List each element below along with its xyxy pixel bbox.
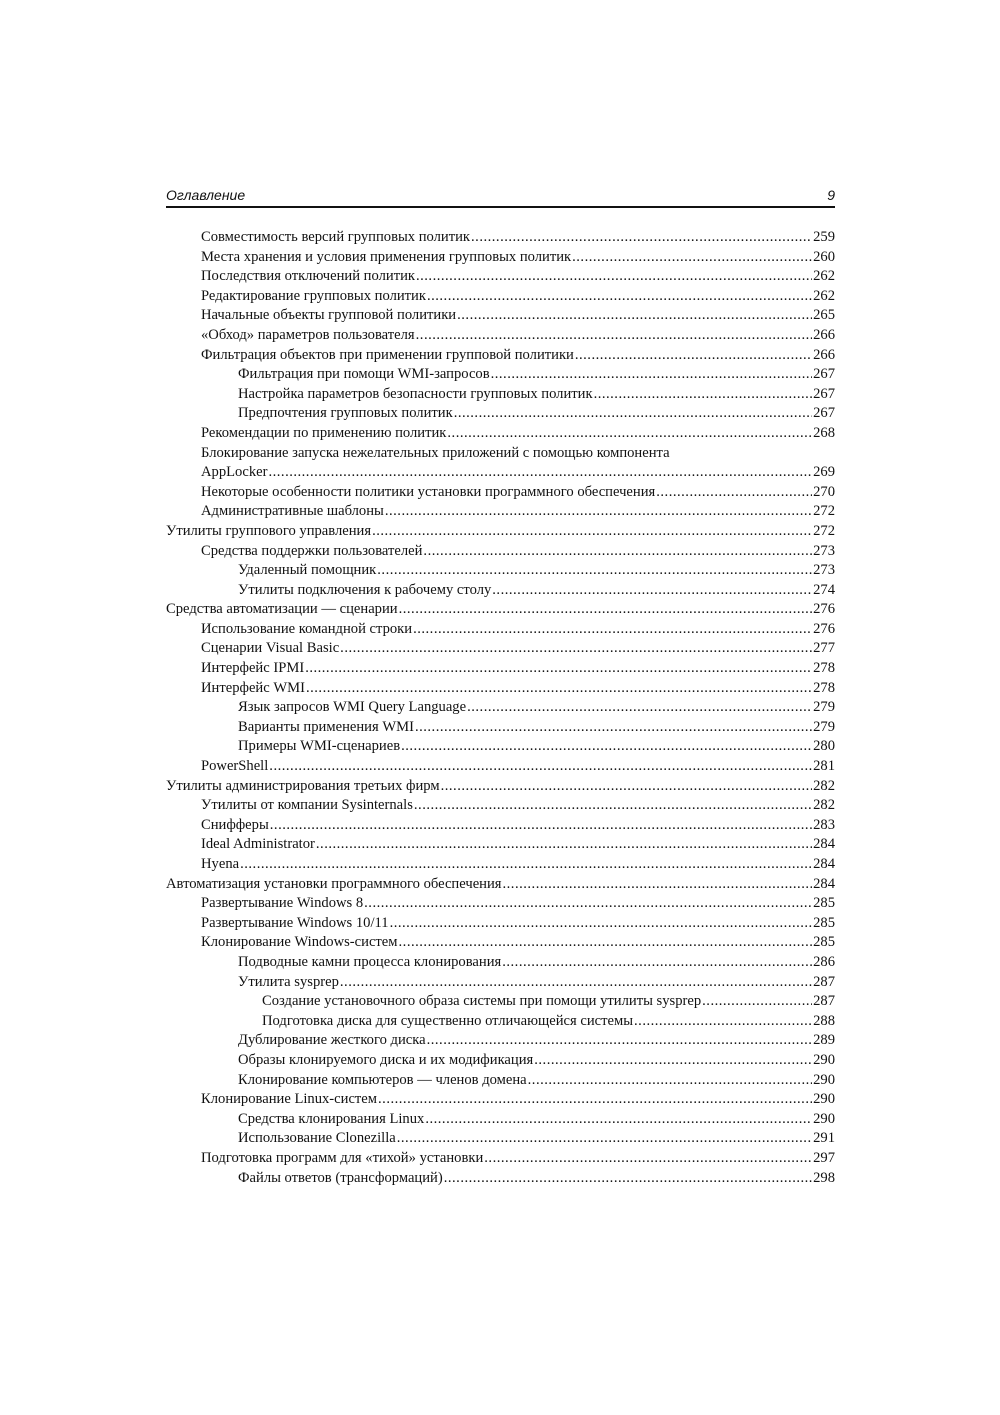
toc-entry-page: 279 xyxy=(813,718,835,735)
toc-entry xyxy=(166,757,835,777)
toc-entry-title: Hyena xyxy=(201,856,240,872)
toc-entry-page: 277 xyxy=(813,640,835,657)
toc-entry-page: 278 xyxy=(813,660,835,677)
toc-entry xyxy=(166,248,835,268)
toc-entry xyxy=(166,1051,835,1071)
toc-entry-title: Некоторые особенности политики установки программного обеспечения xyxy=(201,483,656,500)
toc-entry-title: PowerShell xyxy=(201,758,269,775)
toc-entry xyxy=(166,796,835,816)
dot-leader xyxy=(454,404,812,424)
dot-leader xyxy=(378,1090,812,1110)
toc-entry xyxy=(166,502,835,522)
dot-leader xyxy=(457,306,812,326)
dot-leader xyxy=(416,267,812,287)
dot-leader xyxy=(528,1071,812,1091)
toc-entry-title: Интерфейс WMI xyxy=(201,679,305,696)
toc-entry xyxy=(166,933,835,953)
toc-entry-title: Начальные объекты групповой политики xyxy=(201,307,457,324)
toc-entry-title: Развертывание Windows 8 xyxy=(201,895,364,912)
toc-entry-title: Использование Clonezilla xyxy=(238,1130,396,1147)
toc-entry-page: 291 xyxy=(813,1130,835,1147)
toc-entry-page: 298 xyxy=(813,1169,835,1186)
toc-entry-title: Утилиты подключения к рабочему столу xyxy=(238,581,492,598)
toc-entry xyxy=(166,306,835,326)
dot-leader xyxy=(427,287,812,307)
toc-entry-page: 282 xyxy=(813,797,835,814)
toc-entry-page: 273 xyxy=(813,562,835,579)
toc-entry-page: 262 xyxy=(813,287,835,304)
toc-entry-page: 276 xyxy=(813,620,835,637)
toc-entry xyxy=(166,385,835,405)
toc-entry-page: 273 xyxy=(813,542,835,559)
toc-entry-title: Примеры WMI-сценариев xyxy=(238,738,401,755)
toc-entry-page: 285 xyxy=(813,895,835,912)
dot-leader xyxy=(340,639,812,659)
dot-leader xyxy=(316,835,812,855)
toc-entry-page: 266 xyxy=(813,326,835,343)
toc-entry-title: Образы клонируемого диска и их модификация xyxy=(238,1051,534,1068)
toc-entry-page: 285 xyxy=(813,914,835,931)
toc-entry xyxy=(166,326,835,346)
dot-leader xyxy=(377,561,812,581)
toc-entry-title: Фильтрация объектов при применении групповой политики xyxy=(201,346,574,363)
toc-entry xyxy=(166,1110,835,1130)
dot-leader xyxy=(364,894,812,914)
dot-leader xyxy=(415,718,812,738)
dot-leader xyxy=(656,483,812,503)
dot-leader xyxy=(634,1012,812,1032)
toc-entry-page: 267 xyxy=(813,405,835,422)
toc-entry-title: Удаленный помощник xyxy=(238,562,377,579)
dot-leader xyxy=(416,326,812,346)
toc-entry xyxy=(166,287,835,307)
toc-entry-title: Фильтрация при помощи WMI-запросов xyxy=(238,366,490,383)
toc-entry xyxy=(166,542,835,562)
toc-entry-title: Ideal Administrator xyxy=(201,836,315,853)
toc-entry-title: Рекомендации по применению политик xyxy=(201,424,447,441)
toc-entry-title: Дублирование жесткого диска xyxy=(238,1032,426,1049)
toc-entry-page: 272 xyxy=(813,503,835,520)
toc-entry-title: Интерфейс IPMI xyxy=(201,660,305,677)
dot-leader xyxy=(385,502,812,522)
toc-entry xyxy=(166,639,835,659)
toc-entry-title: Редактирование групповых политик xyxy=(201,287,426,304)
dot-leader xyxy=(372,522,812,542)
toc-entry xyxy=(166,346,835,366)
dot-leader xyxy=(471,228,812,248)
toc-entry-title: Средства поддержки пользователей xyxy=(201,542,423,559)
toc-entry-page: 290 xyxy=(813,1071,835,1088)
toc-entry-page: 260 xyxy=(813,248,835,265)
dot-leader xyxy=(399,933,813,953)
toc-entry xyxy=(166,228,835,248)
toc-entry xyxy=(166,365,835,385)
toc-entry-title: Совместимость версий групповых политик xyxy=(201,229,471,245)
toc-entry xyxy=(166,1090,835,1110)
toc-entry-page: 278 xyxy=(813,679,835,696)
toc-entry-page: 290 xyxy=(813,1110,835,1127)
toc-entry-title: Создание установочного образа системы при помощи утилиты sysprep xyxy=(262,993,702,1010)
toc-entry xyxy=(166,973,835,993)
toc-entry-title: Утилита sysprep xyxy=(238,973,339,990)
toc-entry-page: 269 xyxy=(813,464,835,481)
toc-entry-page: 262 xyxy=(813,268,835,285)
toc-entry-page: 285 xyxy=(813,934,835,951)
toc-entry-page: 287 xyxy=(813,973,835,990)
dot-leader xyxy=(269,757,812,777)
toc-entry xyxy=(166,483,835,503)
toc-entry-title: Места хранения и условия применения групповых политик xyxy=(201,248,572,265)
dot-leader xyxy=(572,248,812,268)
dot-leader xyxy=(467,698,812,718)
toc-entry-title: Подготовка программ для «тихой» установки xyxy=(201,1149,484,1166)
toc-entry-page: 266 xyxy=(813,346,835,363)
toc-entry-title: Файлы ответов (трансформаций) xyxy=(238,1169,443,1186)
toc-entry-title: Клонирование компьютеров — членов домена xyxy=(238,1071,527,1088)
toc-entry-page: 274 xyxy=(813,581,835,598)
toc-entry xyxy=(166,679,835,699)
dot-leader xyxy=(575,346,812,366)
dot-leader xyxy=(594,385,813,405)
toc-entry-title: Административные шаблоны xyxy=(201,503,384,520)
toc-entry xyxy=(166,620,835,640)
toc-entry-page: 282 xyxy=(813,777,835,794)
toc-entry-title: Утилиты администрирования третьих фирм xyxy=(166,777,440,794)
toc-entry xyxy=(166,816,835,836)
toc-entry xyxy=(166,424,835,444)
toc-entry-page: 272 xyxy=(813,522,835,539)
toc-entry-title: Утилиты группового управления xyxy=(166,522,372,539)
toc-entry-page: 290 xyxy=(813,1051,835,1068)
toc-entry-page: 284 xyxy=(813,856,835,872)
toc-entry-page: 259 xyxy=(813,229,835,245)
dot-leader xyxy=(270,816,812,836)
toc-entry-page: 280 xyxy=(813,738,835,755)
toc-entry-page: 284 xyxy=(813,836,835,853)
toc-entry-page: 276 xyxy=(813,601,835,618)
toc-entry-title: Блокирование запуска нежелательных приложений с помощью компонента xyxy=(201,444,670,461)
toc-entry xyxy=(166,992,835,1012)
toc-entry-title: Использование командной строки xyxy=(201,620,413,637)
toc-entry-title: Развертывание Windows 10/11 xyxy=(201,914,389,931)
dot-leader xyxy=(502,953,812,973)
dot-leader xyxy=(390,914,813,934)
toc-entry-page: 284 xyxy=(813,875,835,892)
dot-leader xyxy=(397,1129,812,1149)
running-header xyxy=(166,186,835,208)
toc-entry-page: 279 xyxy=(813,699,835,716)
dot-leader xyxy=(491,365,813,385)
dot-leader xyxy=(441,777,813,797)
dot-leader xyxy=(305,659,812,679)
toc-entry xyxy=(166,1031,835,1051)
toc-entry-title: Снифферы xyxy=(201,816,269,833)
toc-entry-title: Подводные камни процесса клонирования xyxy=(238,953,502,970)
toc-entry-page: 287 xyxy=(813,993,835,1010)
toc-entry-page: 265 xyxy=(813,307,835,324)
dot-leader xyxy=(413,620,812,640)
toc-entry xyxy=(166,914,835,934)
toc-entry-title: Средства автоматизации — сценарии xyxy=(166,601,398,618)
dot-leader xyxy=(444,1169,812,1189)
toc-entry xyxy=(166,561,835,581)
toc-entry xyxy=(166,1149,835,1169)
dot-leader xyxy=(503,875,813,895)
toc-entry xyxy=(166,894,835,914)
dot-leader xyxy=(447,424,812,444)
toc-entry xyxy=(166,581,835,601)
dot-leader xyxy=(484,1149,812,1169)
dot-leader xyxy=(423,542,812,562)
toc-entry-page: 288 xyxy=(813,1012,835,1029)
toc-entry-title: Варианты применения WMI xyxy=(238,718,414,735)
toc-entry xyxy=(166,659,835,679)
dot-leader xyxy=(268,463,812,483)
dot-leader xyxy=(534,1051,812,1071)
toc-entry-title: Настройка параметров безопасности групповых политик xyxy=(238,385,593,402)
dot-leader xyxy=(427,1031,813,1051)
toc-entry xyxy=(166,777,835,797)
toc-entry-title: Клонирование Linux-систем xyxy=(201,1091,378,1108)
toc-entry xyxy=(166,698,835,718)
dot-leader xyxy=(306,679,812,699)
dot-leader xyxy=(340,973,812,993)
toc-entry xyxy=(166,444,835,483)
toc-entry-title: Подготовка диска для существенно отличающейся системы xyxy=(262,1012,634,1029)
toc-entry-page: 283 xyxy=(813,816,835,833)
toc-entry-page: 281 xyxy=(813,758,835,775)
toc-entry xyxy=(166,953,835,973)
toc-entry-page: 289 xyxy=(813,1032,835,1049)
dot-leader xyxy=(401,737,812,757)
toc-entry-title: Язык запросов WMI Query Language xyxy=(238,699,467,716)
toc-entry-page: 286 xyxy=(813,953,835,970)
toc-entry-title: Автоматизация установки программного обеспечения xyxy=(166,875,502,892)
toc-entry-title: Средства клонирования Linux xyxy=(238,1110,425,1127)
toc-entry-title: Последствия отключений политик xyxy=(201,268,415,285)
toc-entry xyxy=(166,855,835,875)
dot-leader xyxy=(702,992,812,1012)
dot-leader xyxy=(425,1110,812,1130)
toc-entry-title-continued: AppLocker xyxy=(201,464,268,481)
toc-entry-title: Утилиты от компании Sysinternals xyxy=(201,797,413,814)
toc-entry-page: 270 xyxy=(813,483,835,500)
toc-entry xyxy=(166,875,835,895)
dot-leader xyxy=(399,600,813,620)
toc-entry xyxy=(166,835,835,855)
toc-entry-title: Предпочтения групповых политик xyxy=(238,405,453,422)
toc-entry xyxy=(166,1071,835,1091)
table-of-contents xyxy=(166,228,835,1188)
dot-leader xyxy=(240,855,812,875)
toc-entry-title: Клонирование Windows-систем xyxy=(201,934,398,951)
toc-entry xyxy=(166,737,835,757)
toc-entry xyxy=(166,522,835,542)
header-title: Оглавление xyxy=(166,187,246,203)
toc-entry-title: Сценарии Visual Basic xyxy=(201,640,340,657)
toc-entry xyxy=(166,718,835,738)
toc-entry xyxy=(166,1129,835,1149)
toc-entry xyxy=(166,1169,835,1189)
toc-entry-page: 297 xyxy=(813,1149,835,1166)
toc-entry-title: «Обход» параметров пользователя xyxy=(201,326,415,343)
toc-entry xyxy=(166,404,835,424)
toc-entry-page: 267 xyxy=(813,385,835,402)
toc-entry-page: 268 xyxy=(813,424,835,441)
toc-entry-page: 290 xyxy=(813,1091,835,1108)
toc-entry xyxy=(166,1012,835,1032)
toc-entry-page: 267 xyxy=(813,366,835,383)
dot-leader xyxy=(492,581,812,601)
dot-leader xyxy=(414,796,812,816)
toc-entry xyxy=(166,267,835,287)
toc-entry xyxy=(166,600,835,620)
header-page-number: 9 xyxy=(827,187,835,203)
